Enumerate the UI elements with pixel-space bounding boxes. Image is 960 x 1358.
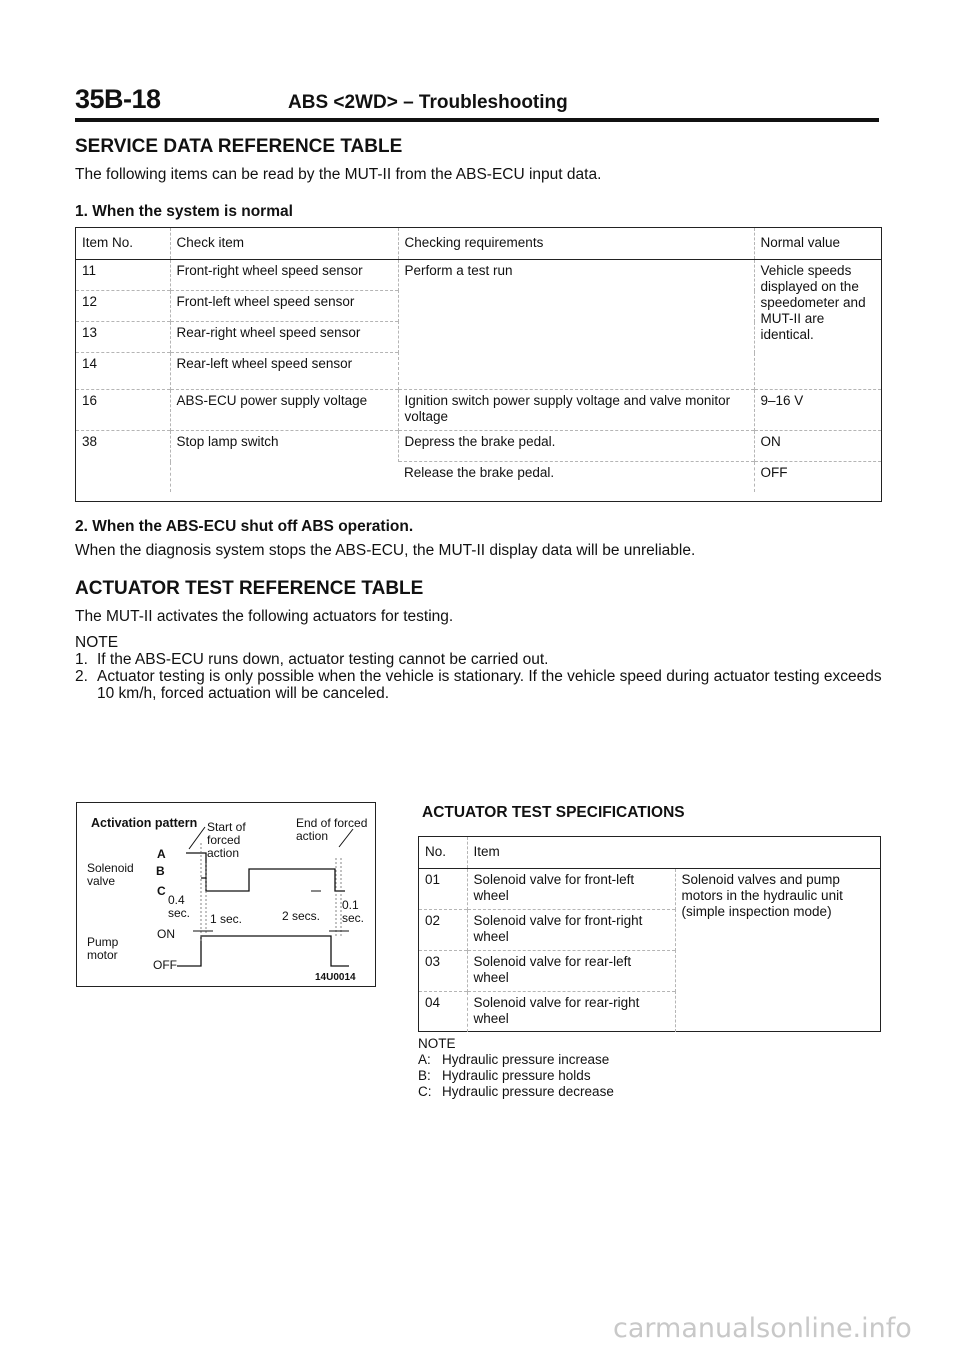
actuator-notes bbox=[75, 634, 885, 702]
note-key: C: bbox=[418, 1084, 432, 1099]
note-item bbox=[418, 1052, 718, 1068]
note-number: 2. bbox=[75, 668, 88, 685]
service-data-table bbox=[75, 227, 882, 502]
note-key: B: bbox=[418, 1068, 431, 1083]
actuator-number: 04 bbox=[419, 992, 467, 1033]
figure-code: 14U0014 bbox=[315, 972, 356, 983]
table-header-row bbox=[419, 837, 880, 869]
item-number: 11 bbox=[76, 260, 170, 291]
note-item bbox=[75, 651, 885, 668]
column-header: Check item bbox=[170, 228, 398, 260]
note-key: A: bbox=[418, 1052, 431, 1067]
item-number: 16 bbox=[76, 390, 170, 431]
actuator-item: Solenoid valve for rear-right wheel bbox=[467, 992, 675, 1033]
actuator-item: Solenoid valve for front-left wheel bbox=[467, 869, 675, 910]
item-number: 14 bbox=[76, 353, 170, 390]
check-item: ABS-ECU power supply voltage bbox=[170, 390, 398, 431]
note-label: NOTE bbox=[75, 634, 119, 651]
table-row bbox=[76, 390, 881, 431]
check-item: Front-right wheel speed sensor bbox=[170, 260, 398, 291]
table-row bbox=[419, 869, 880, 910]
header-rule bbox=[75, 118, 879, 122]
line-a-label: A bbox=[157, 847, 166, 861]
note-item bbox=[418, 1068, 718, 1084]
page-title: ABS <2WD> – Troubleshooting bbox=[288, 92, 568, 113]
subsection-shutoff-text: When the diagnosis system stops the ABS-ECU, the MUT-II display data will be unreliable. bbox=[75, 542, 696, 559]
column-header: No. bbox=[419, 837, 467, 869]
end-label: End of forced action bbox=[296, 816, 368, 843]
actuator-specs-notes bbox=[418, 1036, 718, 1100]
normal-value: Vehicle speeds displayed on the speedometer and MUT-II are identical. bbox=[754, 260, 881, 390]
start-pointer bbox=[189, 827, 205, 849]
pump-waveform bbox=[177, 936, 349, 966]
note-item bbox=[418, 1084, 718, 1100]
page-number: 35B-18 bbox=[75, 84, 161, 114]
time-1-label: 1 sec. bbox=[210, 912, 243, 926]
item-number: 12 bbox=[76, 291, 170, 322]
actuator-shared-description: Solenoid valves and pump motors in the hydraulic unit (simple inspection mode) bbox=[675, 869, 880, 1033]
checking-requirement: Ignition switch power supply voltage and valve monitor voltage bbox=[398, 390, 754, 431]
note-text: Actuator testing is only possible when the vehicle is stationary. If the vehicle speed during actuator testing exceeds 10 km/h, forced actuation will be canceled. bbox=[97, 668, 882, 702]
column-header: Item No. bbox=[76, 228, 170, 260]
check-item: Front-left wheel speed sensor bbox=[170, 291, 398, 322]
check-item: Rear-left wheel speed sensor bbox=[170, 353, 398, 390]
solenoid-waveform-a bbox=[186, 853, 206, 878]
normal-value: 9–16 V bbox=[754, 390, 881, 431]
checking-requirement: Depress the brake pedal. bbox=[398, 431, 754, 462]
actuator-specs-heading: ACTUATOR TEST SPECIFICATIONS bbox=[422, 804, 685, 821]
normal-value: ON bbox=[754, 431, 881, 462]
time-2-label: 2 secs. bbox=[282, 909, 321, 923]
service-data-intro: The following items can be read by the MUT-II from the ABS-ECU input data. bbox=[75, 166, 602, 183]
actuator-number: 02 bbox=[419, 910, 467, 951]
solenoid-label: Solenoid valve bbox=[87, 861, 134, 888]
service-data-heading: SERVICE DATA REFERENCE TABLE bbox=[75, 136, 403, 157]
note-text: Hydraulic pressure holds bbox=[442, 1068, 591, 1083]
activation-pattern-label: Activation pattern bbox=[91, 816, 198, 830]
time-start-label: 0.4 sec. bbox=[168, 893, 191, 920]
note-text: Hydraulic pressure increase bbox=[442, 1052, 610, 1067]
check-item: Stop lamp switch bbox=[170, 431, 398, 493]
subsection-normal-heading: 1. When the system is normal bbox=[75, 203, 293, 220]
actuator-test-intro: The MUT-II activates the following actuators for testing. bbox=[75, 608, 454, 625]
note-label: NOTE bbox=[418, 1036, 456, 1051]
pump-on-label: ON bbox=[157, 927, 175, 941]
line-b-label: B bbox=[156, 864, 165, 878]
actuator-test-heading: ACTUATOR TEST REFERENCE TABLE bbox=[75, 578, 424, 599]
table-row bbox=[76, 260, 881, 291]
pump-label: Pump motor bbox=[87, 935, 119, 962]
note-number: 1. bbox=[75, 651, 88, 668]
actuator-item: Solenoid valve for front-right wheel bbox=[467, 910, 675, 951]
note-text: Hydraulic pressure decrease bbox=[442, 1084, 614, 1099]
actuator-item: Solenoid valve for rear-left wheel bbox=[467, 951, 675, 992]
column-header: Item bbox=[467, 837, 880, 869]
note-text: If the ABS-ECU runs down, actuator testing cannot be carried out. bbox=[97, 651, 549, 668]
actuator-number: 03 bbox=[419, 951, 467, 992]
column-header: Checking requirements bbox=[398, 228, 754, 260]
column-header: Normal value bbox=[754, 228, 881, 260]
table-row bbox=[76, 431, 881, 462]
pump-off-label: OFF bbox=[153, 958, 177, 972]
time-end-label: 0.1 sec. bbox=[342, 898, 365, 925]
item-number: 38 bbox=[76, 431, 170, 493]
line-c-label: C bbox=[157, 884, 166, 898]
subsection-shutoff-heading: 2. When the ABS-ECU shut off ABS operation. bbox=[75, 518, 414, 535]
start-label: Start of forced action bbox=[207, 820, 246, 860]
actuator-number: 01 bbox=[419, 869, 467, 910]
watermark: carmanualsonline.info bbox=[613, 1313, 912, 1344]
checking-requirement: Perform a test run bbox=[398, 260, 754, 390]
actuator-specs-table bbox=[418, 836, 881, 1032]
checking-requirement: Release the brake pedal. bbox=[398, 462, 754, 493]
check-item: Rear-right wheel speed sensor bbox=[170, 322, 398, 353]
normal-value: OFF bbox=[754, 462, 881, 493]
note-item bbox=[75, 668, 885, 702]
item-number: 13 bbox=[76, 322, 170, 353]
table-header-row bbox=[76, 228, 881, 260]
solenoid-waveform-b bbox=[206, 869, 345, 891]
activation-pattern-diagram bbox=[76, 802, 376, 987]
